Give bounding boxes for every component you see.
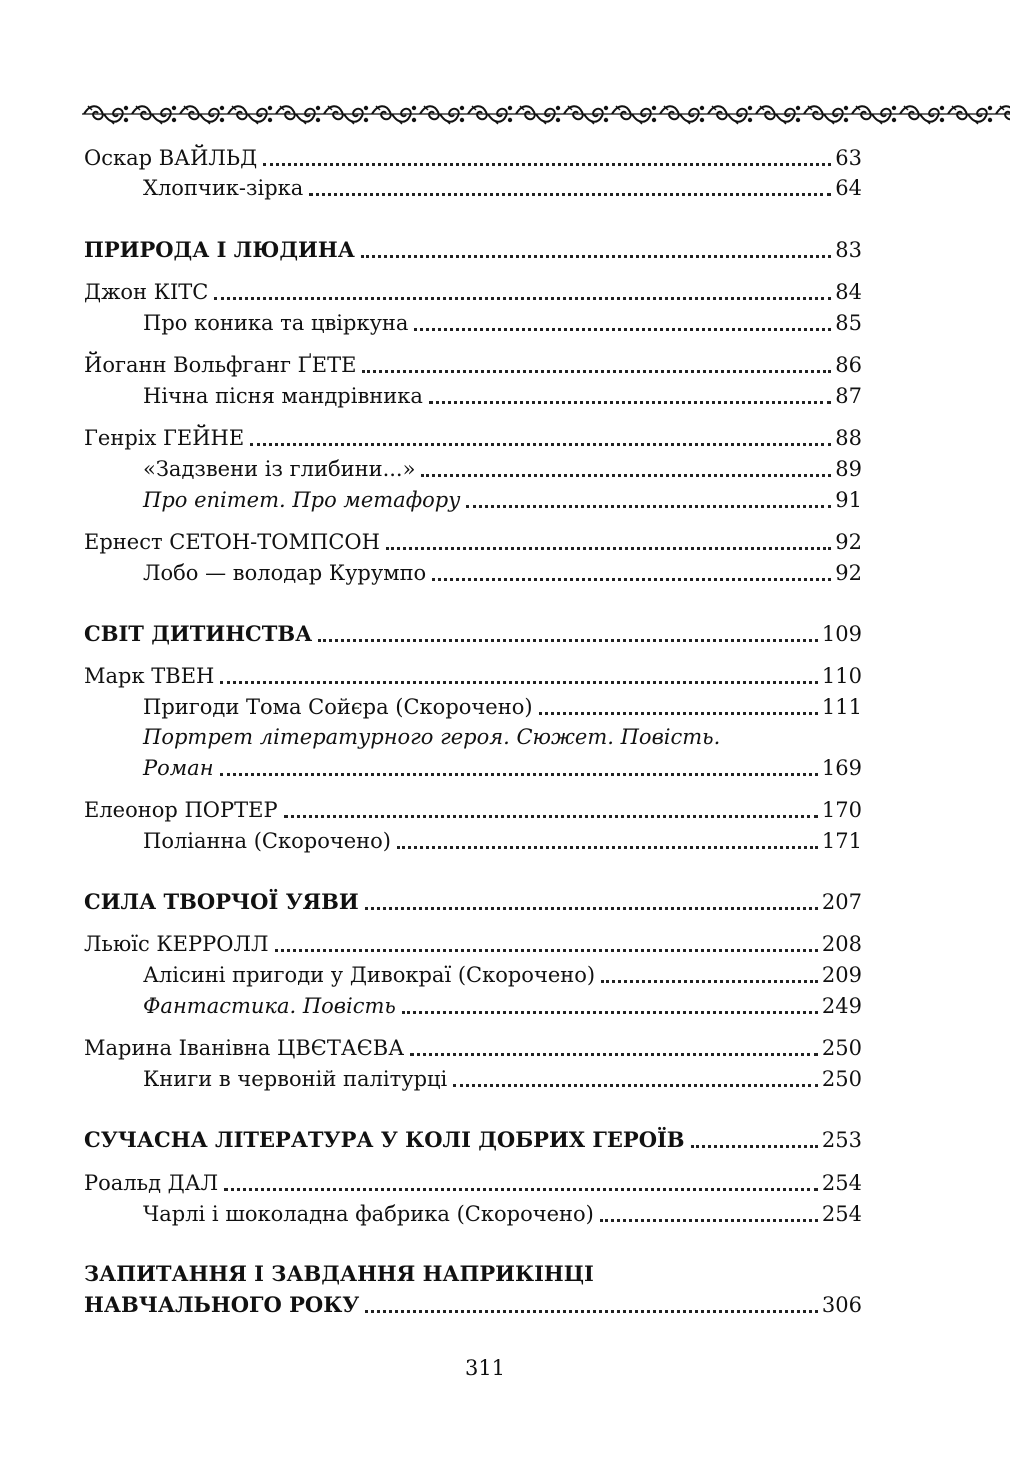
toc-section-entry[interactable] [84, 884, 862, 915]
toc-entry-title: Чарлі і шоколадна фабрика (Скорочено) [143, 1202, 594, 1226]
toc-entry-page: 92 [835, 530, 862, 554]
toc-author-entry[interactable] [84, 420, 862, 451]
decorative-ornament-border [82, 100, 1010, 128]
toc-entry-page: 63 [835, 146, 862, 170]
page-number: 311 [464, 1356, 506, 1380]
toc-entry-title: СУЧАСНА ЛІТЕРАТУРА У КОЛІ ДОБРИХ ГЕРОЇВ [84, 1127, 685, 1152]
dot-leader [284, 815, 818, 818]
toc-author-entry[interactable] [84, 792, 862, 823]
toc-entry-title: НАВЧАЛЬНОГО РОКУ [84, 1292, 360, 1317]
toc-entry-title: Роман [143, 756, 214, 780]
toc-entry-page: 91 [835, 488, 862, 512]
toc-theory-entry[interactable] [84, 750, 862, 781]
toc-author-entry[interactable] [84, 347, 862, 378]
toc-entry-title: Книги в червоній палітурці [143, 1067, 448, 1091]
toc-entry-page: 111 [821, 695, 862, 719]
toc-entry-page: 249 [821, 994, 862, 1018]
toc-entry-title: Алісині пригоди у Дивокраї (Скорочено) [143, 963, 596, 987]
toc-entry-page: 253 [821, 1128, 862, 1152]
toc-work-entry[interactable] [84, 957, 862, 988]
toc-entry-page: 92 [835, 561, 862, 585]
dot-leader [361, 255, 831, 258]
toc-author-entry[interactable] [84, 1165, 862, 1196]
toc-author-entry[interactable] [84, 658, 862, 689]
toc-entry-page: 250 [821, 1036, 862, 1060]
toc-entry-title: Лобо — володар Курумпо [143, 561, 427, 585]
toc-work-entry[interactable] [84, 378, 862, 409]
dot-leader [365, 1310, 818, 1313]
dot-leader [318, 639, 818, 642]
toc-entry-page: 171 [821, 829, 862, 853]
toc-entry-page: 169 [821, 756, 862, 780]
toc-work-entry[interactable] [84, 823, 862, 854]
dot-leader [410, 1053, 818, 1056]
toc-work-entry[interactable] [84, 689, 862, 720]
toc-entry-title: «Задзвени із глибини...» [143, 457, 416, 481]
toc-entry-title: СИЛА ТВОРЧОЇ УЯВИ [84, 889, 359, 914]
toc-author-entry[interactable] [84, 1030, 862, 1061]
toc-entry-page: 209 [821, 963, 862, 987]
toc-entry-title: Джон КІТС [84, 280, 209, 304]
toc-entry-title: Льюїс КЕРРОЛЛ [84, 932, 269, 956]
toc-entry-page: 109 [821, 622, 862, 646]
toc-entry-title: Хлопчик-зірка [143, 176, 304, 200]
dot-leader [220, 681, 818, 684]
toc-entry-page: 64 [835, 176, 862, 200]
toc-entry-title: Марк ТВЕН [84, 664, 215, 688]
dot-leader [309, 193, 831, 196]
toc-entry-page: 85 [835, 311, 862, 335]
toc-entry-title: Генріх ГЕЙНЕ [84, 426, 245, 450]
dot-leader [214, 297, 831, 300]
toc-entry-title: ПРИРОДА І ЛЮДИНА [84, 237, 355, 262]
dot-leader [453, 1084, 818, 1087]
toc-entry-page: 88 [835, 426, 862, 450]
toc-work-entry[interactable] [84, 1061, 862, 1092]
toc-entry-title: Елеонор ПОРТЕР [84, 798, 278, 822]
dot-leader [539, 712, 818, 715]
dot-leader [421, 474, 831, 477]
toc-entry-page: 250 [821, 1067, 862, 1091]
toc-entry-page: 86 [835, 353, 862, 377]
toc-section-entry[interactable] [84, 1122, 862, 1153]
toc-entry-title: Роальд ДАЛ [84, 1171, 219, 1195]
toc-entry-title: Йоганн Вольфганг ҐЕТЕ [84, 353, 357, 377]
toc-section-entry[interactable] [84, 232, 862, 263]
toc-author-entry[interactable] [84, 926, 862, 957]
toc-author-entry[interactable] [84, 524, 862, 555]
toc-entry-title: Пригоди Тома Сойєра (Скорочено) [143, 695, 533, 719]
toc-entry-page: 170 [821, 798, 862, 822]
toc-work-entry[interactable] [84, 305, 862, 336]
dot-leader [432, 578, 831, 581]
toc-entry-title: СВІТ ДИТИНСТВА [84, 621, 313, 646]
toc-theory-entry[interactable] [84, 988, 862, 1019]
toc-theory-entry[interactable] [84, 482, 862, 513]
toc-entry-page: 306 [821, 1293, 862, 1317]
toc-entry-title: Фантастика. Повість [143, 994, 396, 1018]
dot-leader [263, 163, 831, 166]
toc-entry-page: 254 [821, 1202, 862, 1226]
dot-leader [466, 505, 831, 508]
dot-leader [365, 907, 818, 910]
dot-leader [275, 949, 818, 952]
toc-entry-title: Нічна пісня мандрівника [143, 384, 423, 408]
toc-theory-line: Портрет літературного героя. Сюжет. Повість. [143, 725, 721, 749]
toc-work-entry[interactable] [84, 1196, 862, 1227]
toc-work-entry[interactable] [84, 170, 862, 201]
toc-entry-page: 207 [821, 890, 862, 914]
dot-leader [386, 547, 831, 550]
dot-leader [250, 443, 831, 446]
dot-leader [224, 1188, 818, 1191]
dot-leader [414, 328, 831, 331]
toc-entry-title: Оскар ВАЙЛЬД [84, 146, 258, 170]
toc-entry-page: 83 [835, 238, 862, 262]
toc-author-entry[interactable] [84, 140, 862, 171]
toc-entry-page: 208 [821, 932, 862, 956]
toc-entry-title: Про коника та цвіркуна [143, 311, 409, 335]
toc-entry-title: Поліанна (Скорочено) [143, 829, 391, 853]
dot-leader [691, 1145, 818, 1148]
toc-entry-title: Ернест СЕТОН-ТОМПСОН [84, 530, 380, 554]
toc-section-entry[interactable] [84, 1287, 862, 1318]
dot-leader [362, 370, 831, 373]
toc-work-entry[interactable] [84, 451, 862, 482]
dot-leader [220, 773, 818, 776]
toc-entry-page: 84 [835, 280, 862, 304]
toc-section-entry[interactable] [84, 616, 862, 647]
toc-work-entry[interactable] [84, 555, 862, 586]
toc-section-line: ЗАПИТАННЯ І ЗАВДАННЯ НАПРИКІНЦІ [84, 1261, 594, 1286]
dot-leader [601, 980, 818, 983]
toc-entry-page: 87 [835, 384, 862, 408]
toc-entry-page: 254 [821, 1171, 862, 1195]
toc-author-entry[interactable] [84, 274, 862, 305]
dot-leader [402, 1011, 818, 1014]
dot-leader [429, 401, 831, 404]
toc-entry-page: 110 [821, 664, 862, 688]
toc-entry-title: Марина Іванівна ЦВЄТАЄВА [84, 1036, 405, 1060]
toc-entry-title: Про епітет. Про метафору [143, 488, 461, 512]
dot-leader [397, 846, 818, 849]
dot-leader [600, 1219, 818, 1222]
toc-entry-page: 89 [835, 457, 862, 481]
